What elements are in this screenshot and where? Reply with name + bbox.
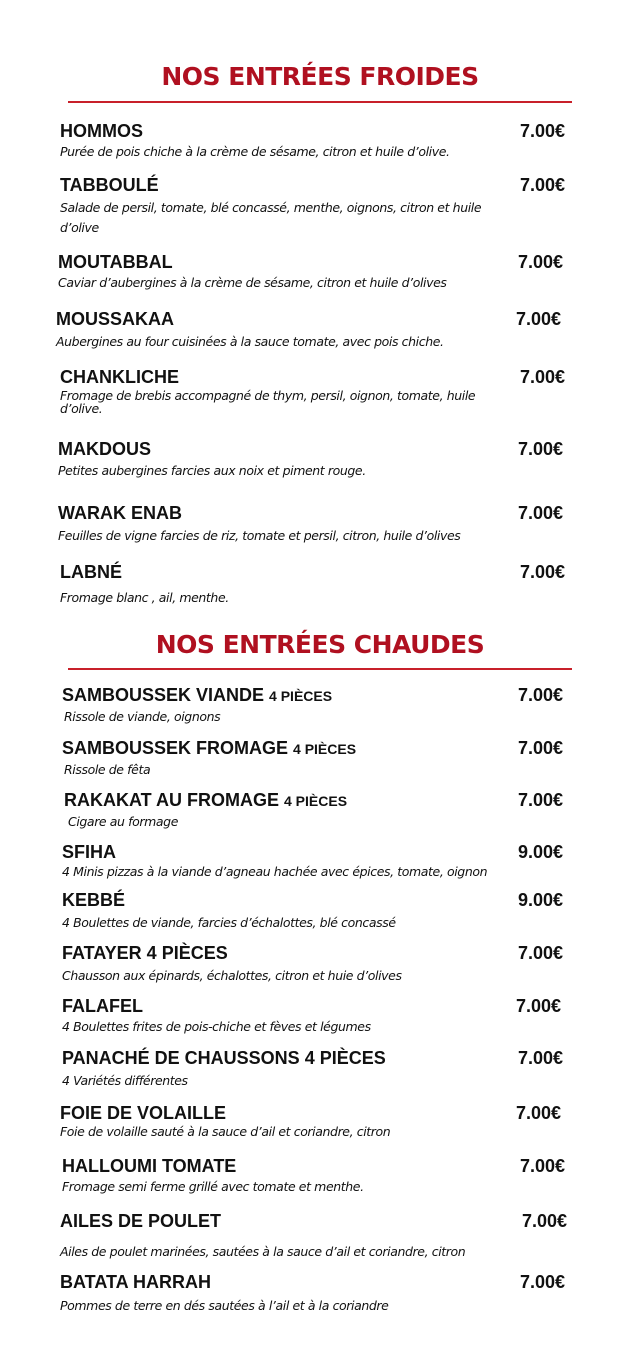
item-name-text: FATAYER 4 PIÈCES — [62, 943, 228, 963]
item-name — [62, 738, 356, 759]
item-name-text: SFIHA — [62, 842, 116, 862]
item-name-text: SAMBOUSSEK FROMAGE — [62, 738, 289, 758]
item-name — [58, 503, 182, 524]
item-price: 7.00€ — [516, 1103, 562, 1123]
item-name — [62, 943, 228, 964]
item-description: 4 Variétés différentes — [62, 1073, 188, 1088]
item-name-text: RAKAKAT AU FROMAGE — [64, 790, 279, 810]
item-price: 7.00€ — [518, 1048, 564, 1068]
item-description: Pommes de terre en dés sautées à l’ail et à la coriandre — [60, 1298, 389, 1313]
item-name — [62, 996, 143, 1017]
section-title-hot: NOS ENTRÉES CHAUDES — [155, 630, 485, 659]
item-price: 9.00€ — [518, 842, 564, 862]
item-price: 7.00€ — [516, 309, 562, 329]
item-price: 9.00€ — [518, 890, 564, 910]
item-price: 7.00€ — [518, 790, 564, 810]
item-price: 7.00€ — [518, 943, 564, 963]
item-name — [62, 1048, 386, 1069]
item-price: 7.00€ — [520, 175, 566, 195]
item-price: 7.00€ — [520, 562, 566, 582]
section-divider — [68, 101, 572, 103]
item-name — [62, 685, 332, 706]
item-name — [62, 1156, 236, 1177]
item-price: 7.00€ — [518, 685, 564, 705]
item-price: 7.00€ — [520, 367, 566, 387]
item-description: Cigare au formage — [68, 814, 179, 829]
item-description: Ailes de poulet marinées, sautées à la sauce d’ail et coriandre, citron — [60, 1244, 466, 1259]
item-name — [60, 121, 143, 142]
item-price: 7.00€ — [518, 439, 564, 459]
item-name-text: AILES DE POULET — [60, 1211, 222, 1231]
item-price: 7.00€ — [520, 1272, 566, 1292]
item-pieces: 4 PIÈCES — [284, 793, 348, 809]
item-pieces: 4 PIÈCES — [293, 741, 357, 757]
item-description: 4 Minis pizzas à la viande d’agneau hachée avec épices, tomate, oignon — [62, 864, 488, 879]
item-price: 7.00€ — [518, 503, 564, 523]
item-description: Aubergines au four cuisinées à la sauce tomate, avec pois chiche. — [56, 334, 444, 349]
item-description: Fromage blanc , ail, menthe. — [60, 590, 229, 605]
item-description: Rissole de viande, oignons — [64, 709, 221, 724]
item-price: 7.00€ — [520, 121, 566, 141]
item-name-text: HOMMOS — [60, 121, 143, 141]
item-name — [60, 367, 179, 388]
item-name-text: MOUSSAKAA — [56, 309, 175, 329]
item-description: Chausson aux épinards, échalottes, citron et huie d’olives — [62, 968, 402, 983]
item-name-text: WARAK ENAB — [58, 503, 182, 523]
item-price: 7.00€ — [518, 738, 564, 758]
item-name — [62, 842, 116, 863]
section-divider — [68, 668, 572, 670]
item-description: 4 Boulettes de viande, farcies d’échalottes, blé concassé — [62, 915, 396, 930]
item-name-text: TABBOULÉ — [60, 175, 159, 195]
item-price: 7.00€ — [518, 252, 564, 272]
item-price: 7.00€ — [520, 1156, 566, 1176]
item-description: Feuilles de vigne farcies de riz, tomate et persil, citron, huile d’olives — [58, 528, 461, 543]
item-price: 7.00€ — [516, 996, 562, 1016]
item-description: Purée de pois chiche à la crème de sésame, citron et huile d’olive. — [60, 144, 450, 159]
item-name — [60, 1211, 221, 1232]
item-description: Fromage semi ferme grillé avec tomate et menthe. — [62, 1179, 364, 1194]
item-name — [58, 439, 151, 460]
item-description: Fromage de brebis accompagné de thym, persil, oignon, tomate, huile d’olive. — [60, 388, 476, 416]
item-name-text: FOIE DE VOLAILLE — [60, 1103, 227, 1123]
item-name-text: MOUTABBAL — [58, 252, 173, 272]
item-name-text: MAKDOUS — [58, 439, 151, 459]
item-description: Caviar d’aubergines à la crème de sésame, citron et huile d’olives — [58, 275, 447, 290]
section-title-cold: NOS ENTRÉES FROIDES — [161, 62, 479, 91]
item-name — [64, 790, 347, 811]
item-description: Rissole de fêta — [64, 762, 151, 777]
item-name — [60, 1103, 226, 1124]
item-name-text: CHANKLICHE — [60, 367, 179, 387]
item-name-text: BATATA HARRAH — [60, 1272, 211, 1292]
item-name — [58, 252, 173, 273]
item-name — [60, 562, 122, 583]
item-name-text: LABNÉ — [60, 562, 122, 582]
item-name — [60, 175, 159, 196]
item-name — [56, 309, 174, 330]
item-pieces: 4 PIÈCES — [269, 688, 333, 704]
item-name-text: HALLOUMI TOMATE — [62, 1156, 237, 1176]
item-description: 4 Boulettes frites de pois-chiche et fèves et légumes — [62, 1019, 371, 1034]
item-name-text: SAMBOUSSEK VIANDE — [62, 685, 265, 705]
item-name — [62, 890, 125, 911]
item-description: Petites aubergines farcies aux noix et piment rouge. — [58, 463, 366, 478]
item-name — [60, 1272, 211, 1293]
item-name-text: PANACHÉ DE CHAUSSONS 4 PIÈCES — [62, 1048, 386, 1068]
item-name-text: KEBBÉ — [62, 890, 126, 910]
item-price: 7.00€ — [522, 1211, 568, 1231]
item-description: Salade de persil, tomate, blé concassé, menthe, oignons, citron et huile d’olive — [60, 200, 482, 235]
item-name-text: FALAFEL — [62, 996, 143, 1016]
item-description: Foie de volaille sauté à la sauce d’ail et coriandre, citron — [60, 1124, 391, 1139]
